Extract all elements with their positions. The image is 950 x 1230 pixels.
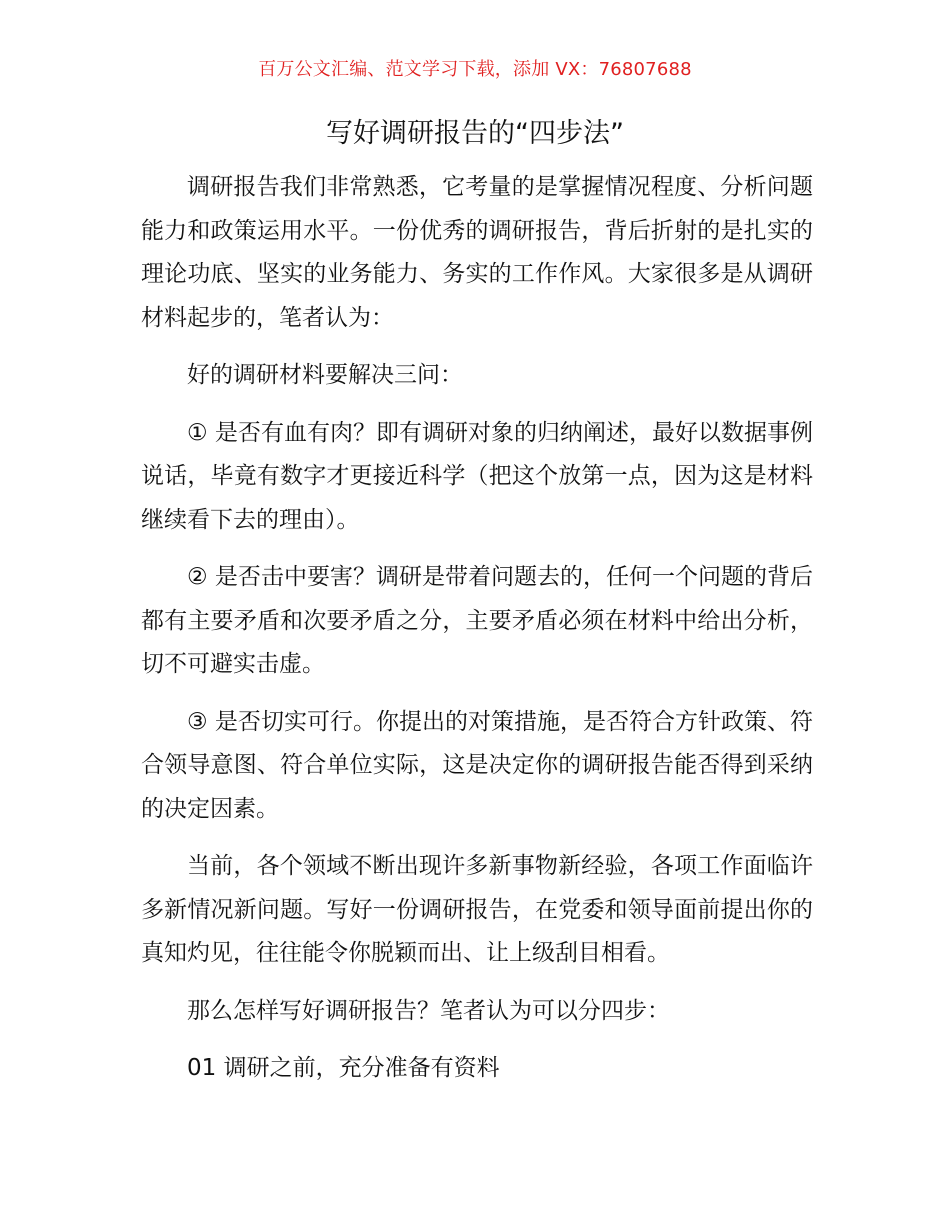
paragraph-intro: 调研报告我们非常熟悉，它考量的是掌握情况程度、分析问题能力和政策运用水平。一份优秀的调研报告，背后折射的是扎实的理论功底、坚实的业务能力、务实的工作作风。大家很多是从调研材料起步的，笔者认为：	[141, 174, 813, 331]
paragraph-question-2: ② 是否击中要害？调研是带着问题去的，任何一个问题的背后都有主要矛盾和次要矛盾之分，主要矛盾必须在材料中给出分析，切不可避实击虚。	[141, 564, 813, 677]
section-heading-01: 01 调研之前，充分准备有资料	[187, 1055, 500, 1081]
document-title: 写好调研报告的“四步法”	[326, 118, 624, 149]
header-note: 百万公文汇编、范文学习下载，添加 VX：76807688	[258, 59, 692, 80]
paragraph-question-3: ③ 是否切实可行。你提出的对策措施，是否符合方针政策、符合领导意图、符合单位实际，这是决定你的调研报告能否得到采纳的决定因素。	[141, 708, 813, 822]
paragraph-three-questions: 好的调研材料要解决三问：	[187, 362, 463, 388]
document-body	[141, 166, 813, 1105]
paragraph-current-situation: 当前，各个领域不断出现许多新事物新经验，各项工作面临许多新情况新问题。写好一份调研报告，在党委和领导面前提出你的真知灼见，往往能令你脱颖而出、让上级刮目相看。	[141, 853, 813, 966]
paragraph-question-1: ① 是否有血有肉？即有调研对象的归纳阐述，最好以数据事例说话，毕竟有数字才更接近科学（把这个放第一点，因为这是材料继续看下去的理由）。	[141, 419, 813, 533]
paragraph-four-steps: 那么怎样写好调研报告？笔者认为可以分四步：	[187, 997, 670, 1024]
